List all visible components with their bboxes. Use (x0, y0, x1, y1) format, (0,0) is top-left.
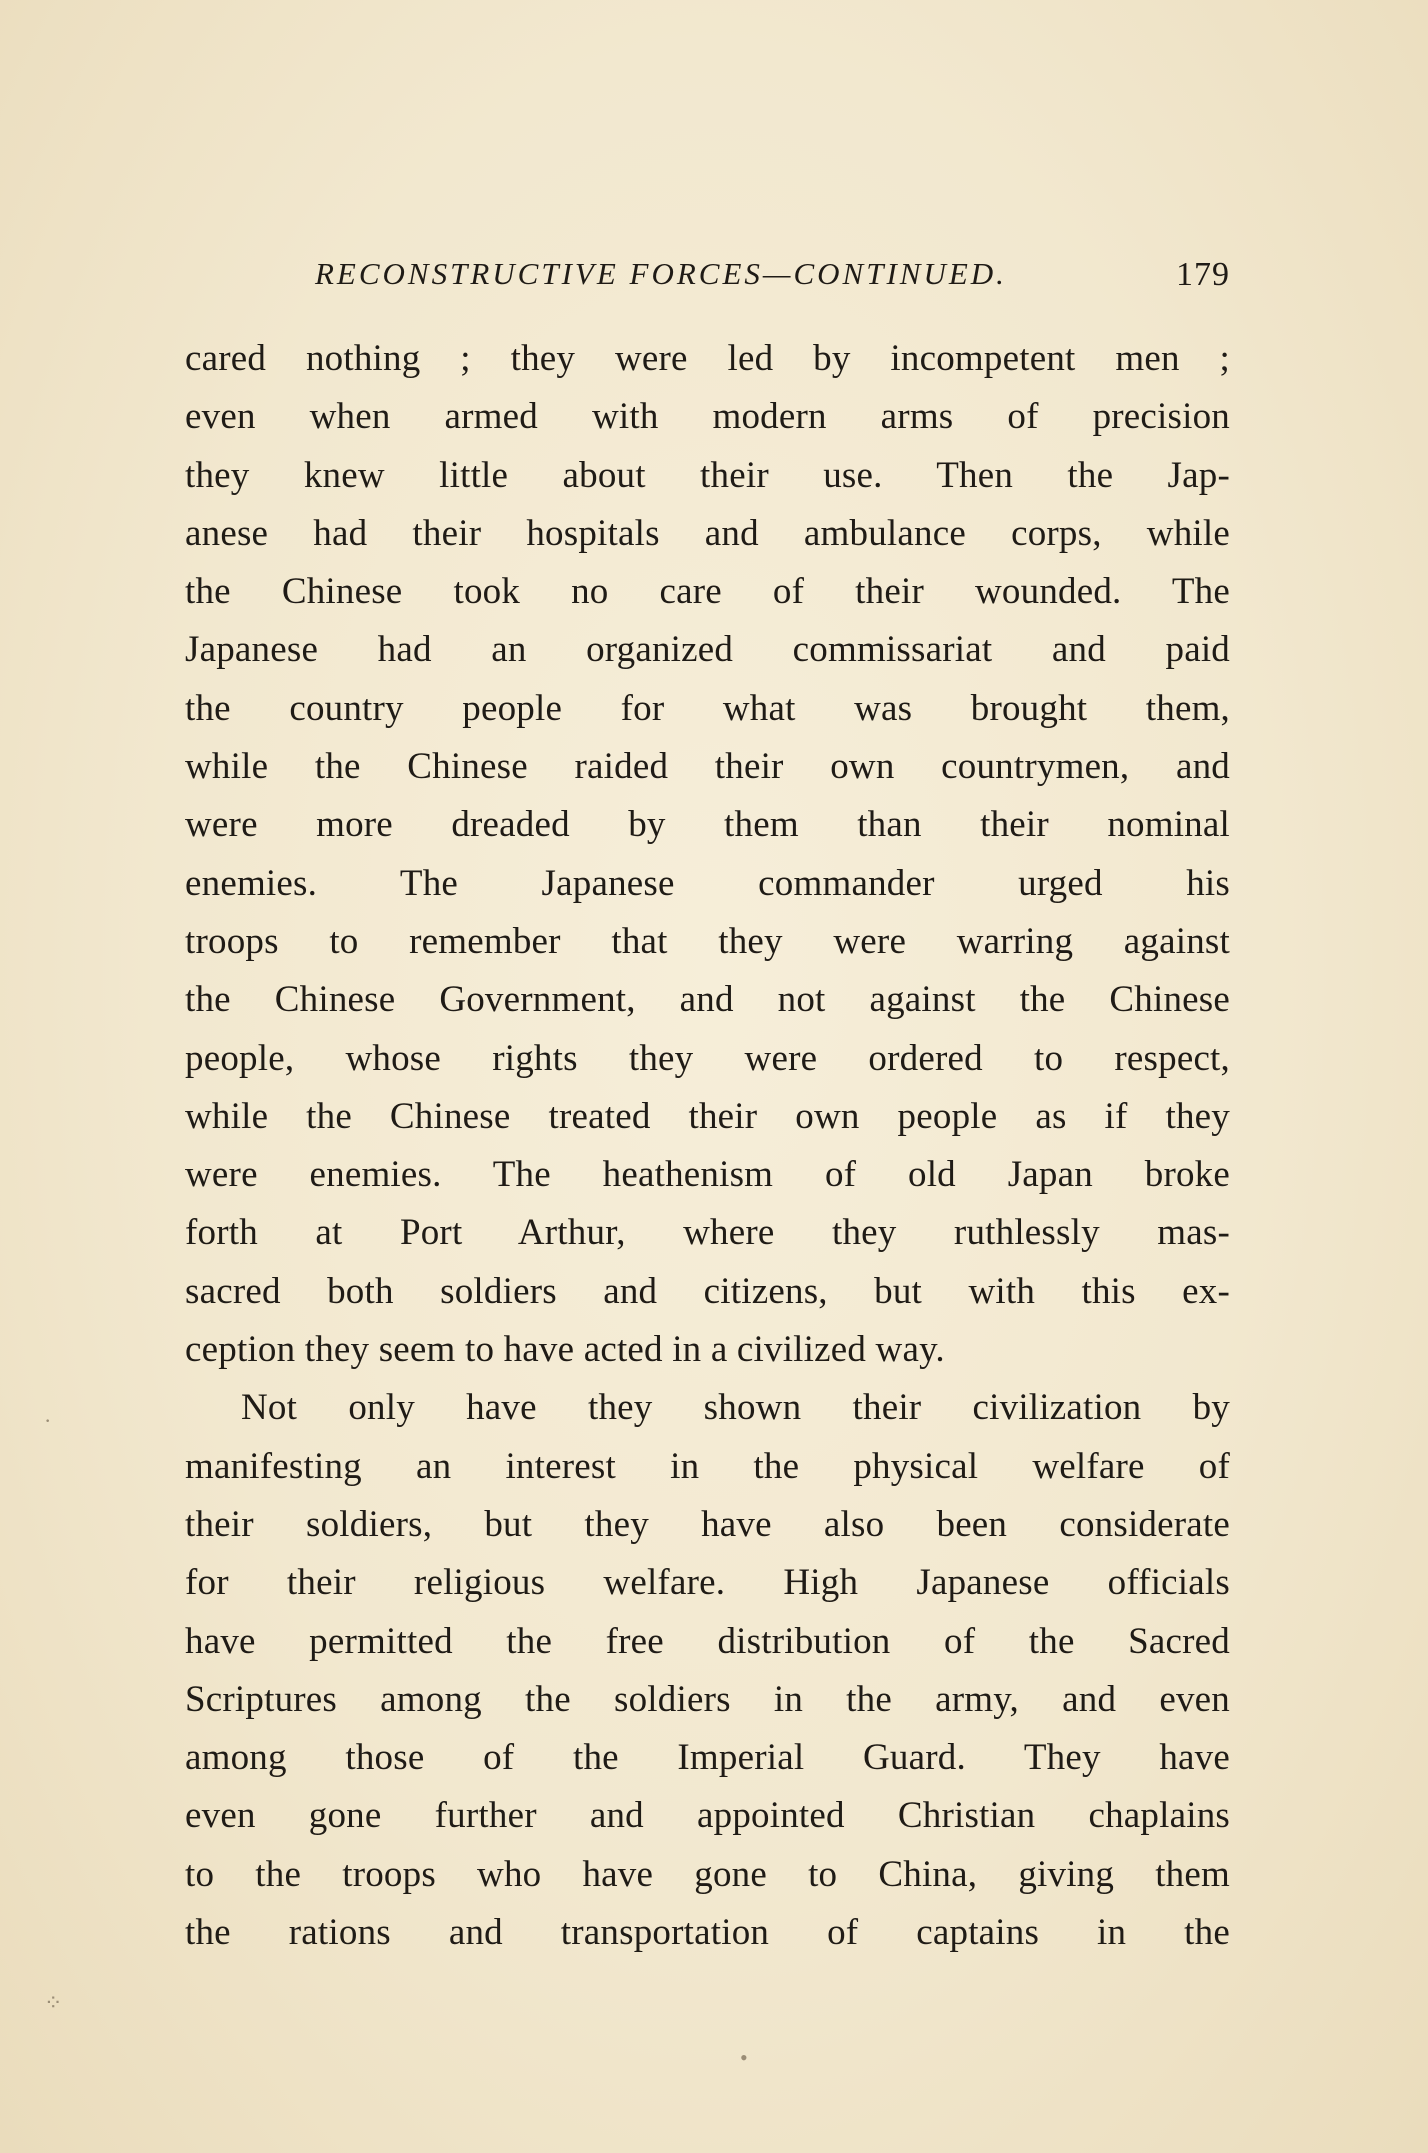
paragraph-first-line: Not only have they shown their civilization by (241, 1387, 1230, 1429)
margin-speck: ⁘ (44, 1990, 63, 2015)
text-line: the country people for what was brought them, (185, 687, 1230, 729)
text-line: to the troops who have gone to China, giving them (185, 1853, 1230, 1895)
page-header (185, 256, 1230, 306)
text-line: cared nothing ; they were led by incompetent men ; (185, 338, 1230, 379)
text-line: they knew little about their use. Then the Jap- (185, 454, 1230, 496)
text-line: the rations and transportation of captains in the (185, 1912, 1230, 1954)
text-line: enemies. The Japanese commander urged his (185, 862, 1230, 904)
text-line: their soldiers, but they have also been considerate (185, 1503, 1230, 1545)
text-line: troops to remember that they were warring against (185, 920, 1230, 962)
text-line: were more dreaded by them than their nominal (185, 804, 1230, 846)
text-line: the Chinese Government, and not against the Chinese (185, 979, 1230, 1021)
text-line: even gone further and appointed Christian chaplains (185, 1795, 1230, 1837)
text-line: even when armed with modern arms of precision (185, 396, 1230, 438)
text-line: while the Chinese raided their own countrymen, and (185, 746, 1230, 788)
text-line: ception they seem to have acted in a civilized way. (185, 1329, 945, 1371)
text-line: Japanese had an organized commissariat and paid (185, 629, 1230, 671)
text-line: were enemies. The heathenism of old Japan broke (185, 1154, 1230, 1196)
margin-speck: · (44, 1408, 52, 1433)
page-number: 179 (1176, 256, 1230, 293)
text-line: Scriptures among the soldiers in the army, and even (185, 1678, 1230, 1720)
text-line: manifesting an interest in the physical welfare of (185, 1445, 1230, 1487)
text-line: for their religious welfare. High Japanese officials (185, 1562, 1230, 1604)
text-line: among those of the Imperial Guard. They have (185, 1737, 1230, 1779)
text-line: forth at Port Arthur, where they ruthlessly mas- (185, 1212, 1230, 1254)
text-line: while the Chinese treated their own people as if they (185, 1095, 1230, 1137)
margin-speck: • (740, 2045, 748, 2070)
text-line: have permitted the free distribution of the Sacred (185, 1620, 1230, 1662)
text-line: sacred both soldiers and citizens, but with this ex- (185, 1270, 1230, 1312)
running-title: RECONSTRUCTIVE FORCES—CONTINUED. (315, 256, 1007, 291)
text-line: anese had their hospitals and ambulance corps, while (185, 512, 1230, 554)
text-line: people, whose rights they were ordered to respect, (185, 1037, 1230, 1079)
text-line: the Chinese took no care of their wounded. The (185, 571, 1230, 613)
body-text (185, 330, 1230, 1962)
